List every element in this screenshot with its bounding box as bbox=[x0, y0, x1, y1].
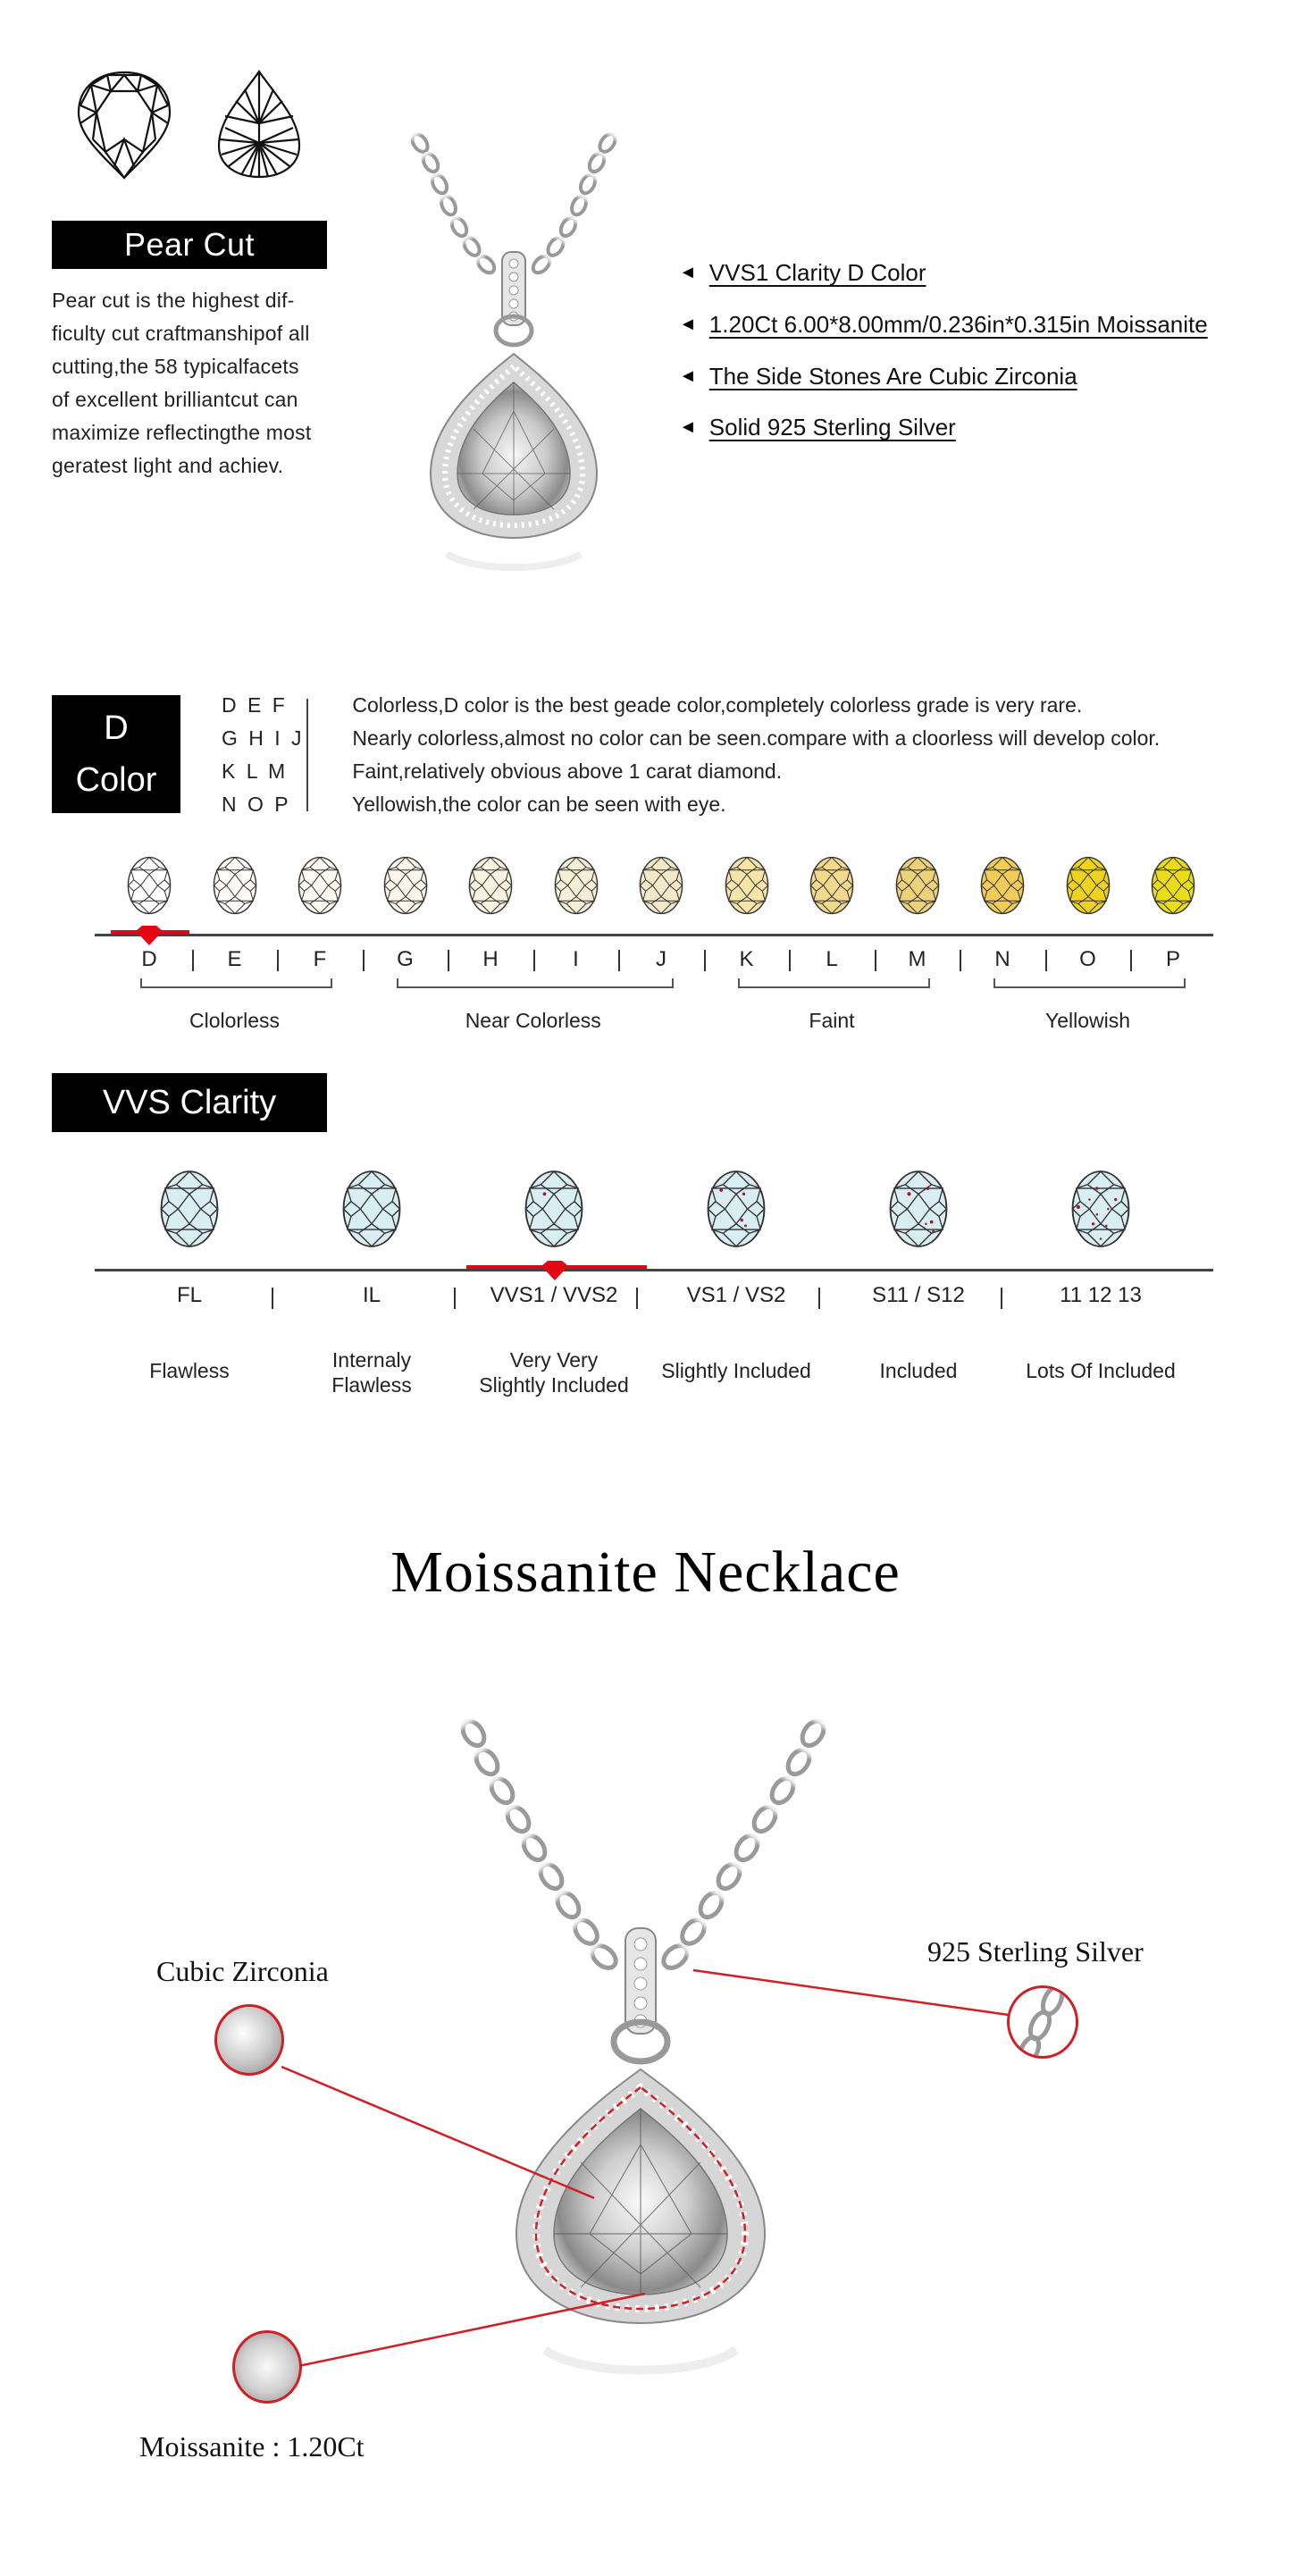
grade-description: Faint,relatively obvious above 1 carat diamond. bbox=[352, 759, 783, 783]
spec-text[interactable]: Solid 925 Sterling Silver bbox=[708, 414, 956, 441]
description-line: maximize reflectingthe most bbox=[52, 421, 312, 444]
clarity-label-line2: Flawless bbox=[331, 1373, 412, 1397]
left-triangle-icon: ◄ bbox=[679, 366, 697, 386]
description-line: geratest light and achiev. bbox=[52, 454, 284, 477]
description-line: cutting,the 58 typicalfacets bbox=[52, 355, 299, 378]
grade-letters: N O P bbox=[222, 793, 291, 816]
callout-label-cubic-zirconia: Cubic Zirconia bbox=[156, 1955, 329, 1987]
color-grade-letter: G bbox=[397, 947, 414, 971]
description-line: ficulty cut craftmanshipof all bbox=[52, 322, 310, 345]
clarity-grade-code: IL bbox=[362, 1283, 381, 1307]
clarity-label-line1: Flawless bbox=[149, 1359, 230, 1382]
d-color-title-line1: D bbox=[104, 709, 129, 747]
spec-text[interactable]: VVS1 Clarity D Color bbox=[708, 259, 926, 286]
clarity-label-line2: Slightly Included bbox=[479, 1373, 629, 1397]
color-grade-letter: O bbox=[1079, 947, 1096, 971]
sterling-silver-zoom-icon bbox=[1007, 1985, 1078, 2059]
clarity-grade-code: VS1 / VS2 bbox=[686, 1283, 786, 1307]
cubic-zirconia-zoom-icon bbox=[214, 2004, 284, 2076]
clarity-grade-code: VVS1 / VVS2 bbox=[490, 1283, 618, 1307]
clarity-label-line1: Included bbox=[879, 1359, 958, 1382]
color-grade-letter: F bbox=[313, 947, 327, 971]
callout-label-moissanite: Moissanite : 1.20Ct bbox=[139, 2430, 365, 2463]
left-triangle-icon: ◄ bbox=[679, 417, 697, 437]
grade-description: Yellowish,the color can be seen with eye. bbox=[351, 793, 726, 816]
clarity-grade-code: S11 / S12 bbox=[872, 1283, 965, 1307]
color-grade-letter: I bbox=[573, 947, 579, 971]
clarity-label-line1: Very Very bbox=[509, 1348, 599, 1372]
color-grade-letter: D bbox=[141, 947, 157, 971]
grade-letters: G H I J bbox=[222, 726, 305, 750]
spec-text[interactable]: 1.20Ct 6.00*8.00mm/0.236in*0.315in Moissanite bbox=[708, 311, 1208, 338]
grade-letters: K L M bbox=[222, 759, 289, 783]
spec-text[interactable]: The Side Stones Are Cubic Zirconia bbox=[708, 363, 1077, 390]
grade-description: Nearly colorless,almost no color can be seen.compare with a cloorless will develop color. bbox=[352, 726, 1161, 750]
color-grade-letter: K bbox=[739, 947, 754, 971]
color-group-label: Near Colorless bbox=[465, 1009, 601, 1032]
clarity-label-line1: Slightly Included bbox=[661, 1359, 811, 1382]
d-color-title-line2: Color bbox=[75, 761, 157, 799]
color-grade-letter: L bbox=[826, 947, 838, 971]
grade-letters: D E F bbox=[222, 693, 288, 717]
showcase-title: Moissanite Necklace bbox=[390, 1540, 901, 1605]
color-grade-letter: N bbox=[994, 947, 1010, 971]
clarity-label-line1: Internaly bbox=[331, 1348, 412, 1372]
clarity-grade-code: FL bbox=[176, 1283, 203, 1307]
left-triangle-icon: ◄ bbox=[679, 315, 697, 334]
grade-description: Colorless,D color is the best geade color,completely colorless grade is very rare. bbox=[352, 693, 1083, 717]
clarity-grade-code: 11 12 13 bbox=[1060, 1283, 1142, 1307]
color-group-label: Yellowish bbox=[1044, 1009, 1131, 1032]
description-line: of excellent brilliantcut can bbox=[52, 388, 298, 411]
description-line: Pear cut is the highest dif- bbox=[52, 289, 295, 312]
color-grade-letter: P bbox=[1165, 947, 1181, 971]
moissanite-zoom-icon bbox=[232, 2330, 302, 2404]
color-grade-letter: E bbox=[227, 947, 242, 971]
color-grade-letter: M bbox=[908, 947, 926, 971]
clarity-label-line1: Lots Of Included bbox=[1026, 1359, 1176, 1382]
vvs-clarity-title-text: VVS Clarity bbox=[102, 1083, 277, 1121]
left-triangle-icon: ◄ bbox=[679, 263, 697, 282]
callout-label-sterling-silver: 925 Sterling Silver bbox=[927, 1935, 1144, 1968]
color-group-label: Faint bbox=[809, 1009, 855, 1032]
color-group-label: Clolorless bbox=[189, 1009, 280, 1032]
pear-cut-title-text: Pear Cut bbox=[123, 226, 256, 263]
color-grade-letter: H bbox=[482, 947, 499, 971]
color-grade-letter: J bbox=[656, 947, 666, 971]
